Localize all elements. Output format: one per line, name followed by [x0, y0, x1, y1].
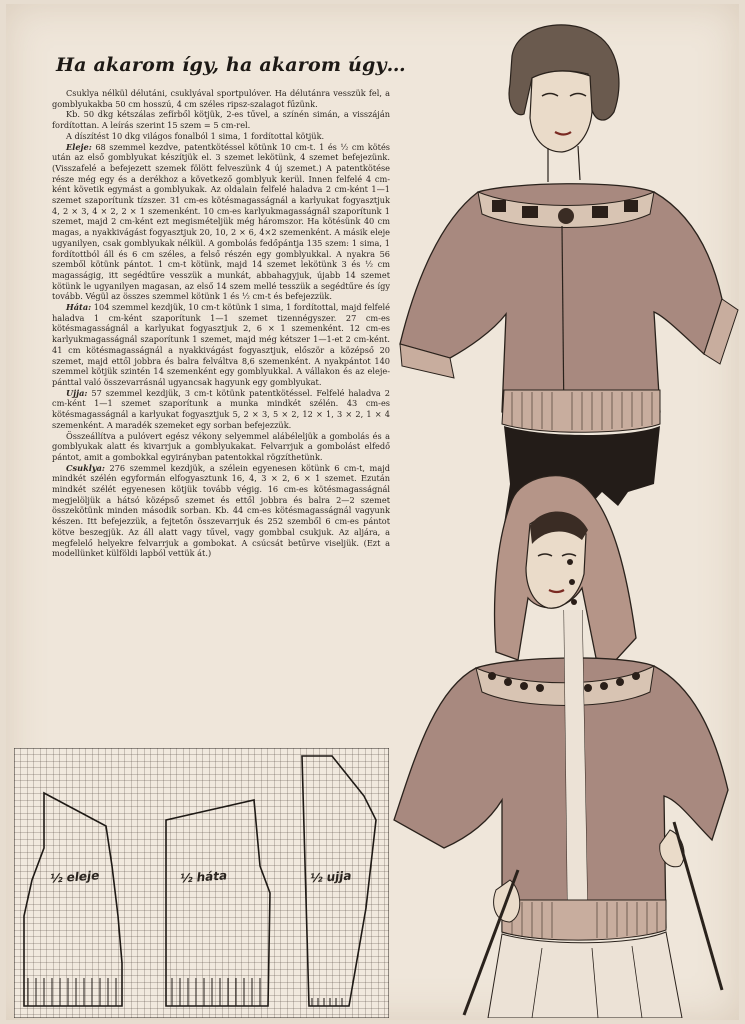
paragraph-front: Eleje: 68 szemmel kezdve, patentkötéssel kötünk 10 cm-t. 1 és ½ cm kötés után az első gomblyukat készítjük el. 3 szemet lekötünk, 4 szemet befejezünk. (Visszafelé a befejezett szemek fölött felveszünk 4 új szemet.) A patentkötése része még egy és a derékhoz a következő gomblyuk kerül. Innen felfelé 4 cm-ként követik egymást a gomblyukak. Az oldalain felfelé haladva 2 cm-ként 1—1 szemet szaporítunk tízszer. 31 cm-es kötésmagasságnál a karlyukat fogyasztjuk 4, 2 × 3, 4 × 2, 2 × 1 szemenként. 10 cm-es karlyukmagasságnál szaporítunk 1 szemet, majd 2 cm-ként ezt megismételjük még háromszor. Ha kötésünk 40 cm magas, a nyakkivágást fogyasztjuk 20, 10, 2 × 6, 4×2 szemenként. A másik eleje ugyanilyen, csak gomblyukak nélkül. A gombolás fedőpántja 135 szem: 1 sima, 1 fordítottból áll és 6 cm széles, a felső részén egy gomblyukkal. A nyakra 56 szemből kötünk pántot. 1 cm-t kötünk, majd 14 szemet lekötünk 3 és ½ cm magasságig, itt segédtűre vesszük a munkát, abbahagyjuk, újabb 14 szemet kötünk le ugyanilyen magasan, az első 14 szem mellé tesszük a segédtűre és így tovább. Végül az összes szemmel kötünk 1 és ½ cm-t és befejezzük. [52, 141, 390, 302]
article-title: Ha akarom így, ha akarom úgy… [56, 54, 406, 76]
paragraph-sleeve: Ujja: 57 szemmel kezdjük, 3 cm-t kötünk patentkötéssel. Felfelé haladva 2 cm-ként 1—1 szemet szaporítunk a munka mindkét szélén. 43 cm-es kötésmagasságnál a karlyukat fogyasztjuk 5, 2 × 3, 5 × 2, 12 × 1, 3 × 2, 1 × 4 szemenként. A maradék szemeket egy sorban befejezzük. [52, 387, 390, 430]
paragraph-hood: Csuklya: 276 szemmel kezdjük, a szélein egyenesen kötünk 6 cm-t, majd mindkét szélén egyformán elfogyasztunk 16, 4, 3 × 2, 6 × 1 szemet. Ezután mindkét szélét egyenesen kötjük tovább végig. 16 cm-es kötésmagasságnál megjelöljük a hátsó középső szemet és ettől jobbra és balra 2—2 szemet összekötünk minden második sorban. Kb. 44 cm-es kötésmagasságnál vagyunk készen. Itt befejezzük, a fejtetőn összevarrjuk és 252 szemből 6 cm-es pántot kötve beszegjük. Az áll alatt vagy tűvel, vagy gombbal csukjuk. Az aljára, a megfelelő helyekre felvarrjuk a gombokat. A csúcsát betűrve viseljük. (Ezt a modellünket külföldi lapból vettük át.) [52, 462, 390, 559]
illustration-cardigan-model [392, 14, 742, 526]
paragraph-yarn: Kb. 50 dkg kétszálas zefírből kötjük, 2-es tűvel, a színén simán, a visszáján fordítottan. A leírás szerint 15 szem = 5 cm-rel. [52, 109, 390, 131]
paragraph-back: Háta: 104 szemmel kezdjük, 10 cm-t kötünk 1 sima, 1 fordítottal, majd felfelé haladva 1 cm-ként szaporítunk 1—1 szemet tizennégyszer. 27 cm-es kötésmagasságnál a karlyukat fogyasztjuk 2, 6 × 1 szemenként. 12 cm-es karlyukmagasságnál szaporítunk 1 szemet, majd még kétszer 1—1-et 2 cm-ként. 41 cm kötésmagasságnál a nyakkivágást fogyasztjuk, először a középső 20 szemet, majd ettől jobbra és balra felváltva 8,6 szemenként. A nyakpántot 140 szemmel kötjük szintén 14 szemenként egy gomblyukkal. A vállakon és az eleje-pánttal való összevarrásnál ugyancsak hagyunk egy gomblyukat. [52, 302, 391, 387]
paragraph-assembly: Összeállítva a pulóvert egész vékony selyemmel alábéleljük a gombolás és a gomblyukak alatt és kivarrjuk a gomblyukakat. Felvarrjuk a gombolást elfedő pántot, amit a gombokkal egyirányban patentokkal rögzíthetünk. [52, 430, 390, 462]
paragraph-decoration: A díszítést 10 dkg világos fonalból 1 sima, 1 fordítottal kötjük. [66, 130, 325, 141]
article-body [52, 88, 390, 559]
paragraph-intro: Csuklya nélkül délutáni, csuklyával sportpulóver. Ha délutánra vesszük fel, a gomblyukakba 50 cm hosszú, 4 cm széles ripsz-szalagot fűzünk. [52, 88, 390, 109]
illustration-hooded-model [392, 470, 742, 1018]
label-half-back: ½ háta [179, 868, 228, 886]
label-half-front: ½ eleje [49, 868, 100, 886]
label-half-sleeve: ½ ujja [309, 868, 352, 886]
